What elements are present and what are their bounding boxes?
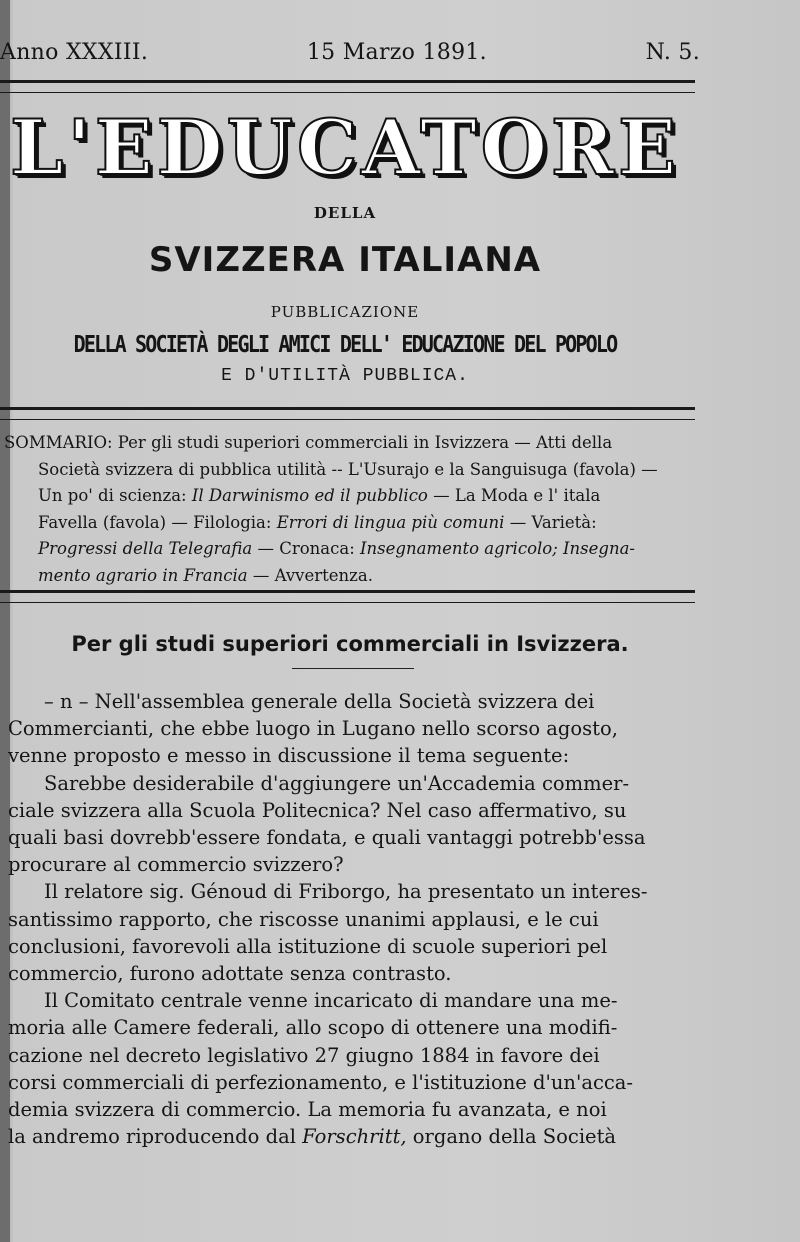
masthead-societa: DELLA SOCIETÀ DEGLI AMICI DELL' EDUCAZIONE DEL POPOLO bbox=[73, 330, 617, 358]
toc-italic: Errori di lingua più comuni bbox=[276, 512, 505, 532]
toc-line bbox=[4, 483, 698, 510]
body-italic: Forschritt, bbox=[302, 1125, 407, 1149]
issue-header bbox=[0, 40, 700, 65]
body-line: Commercianti, che ebbe luogo in Lugano nello scorso agosto, bbox=[8, 717, 618, 741]
masthead-pubblicazione: PUBBLICAZIONE bbox=[270, 303, 420, 321]
body-line: commercio, furono adottate senza contrasto. bbox=[8, 962, 452, 986]
body-line bbox=[8, 1123, 700, 1150]
toc-italic: mento agrario in Francia bbox=[38, 565, 248, 585]
toc-line bbox=[4, 563, 698, 590]
body-line: moria alle Camere federali, allo scopo di ottenere una modifi- bbox=[8, 1016, 618, 1040]
body-line: – n – Nell'assemblea generale della Società svizzera dei bbox=[44, 690, 595, 713]
toc-line: SOMMARIO: Per gli studi superiori commerciali in Isvizzera — Atti della bbox=[4, 433, 613, 452]
body-line: quali basi dovrebb'essere fondata, e quali vantaggi potrebb'essa bbox=[8, 826, 646, 850]
toc-italic: Il Darwinismo ed il pubblico bbox=[191, 486, 428, 505]
header-rule bbox=[0, 80, 695, 93]
toc-text: — La Moda e l' itala bbox=[427, 486, 601, 505]
masthead-rule bbox=[0, 407, 695, 420]
body-line: demia svizzera di commercio. La memoria fu avanzata, e noi bbox=[8, 1098, 607, 1122]
issue-date: 15 Marzo 1891. bbox=[306, 40, 487, 65]
body-line: cazione nel decreto legislativo 27 giugno 1884 in favore dei bbox=[8, 1043, 600, 1067]
body-line: Il relatore sig. Génoud di Friborgo, ha presentato un interes- bbox=[44, 880, 648, 904]
issue-year: Anno XXXIII. bbox=[0, 40, 149, 65]
toc-text: Un po' di scienza: bbox=[38, 486, 192, 505]
article-body bbox=[8, 688, 700, 1150]
toc-text: — Avvertenza. bbox=[247, 565, 373, 585]
body-text: organo della Società bbox=[406, 1125, 617, 1149]
issue-number: N. 5. bbox=[645, 40, 700, 65]
toc-text: — Varietà: bbox=[504, 512, 597, 532]
body-line: venne proposto e messo in discussione il tema seguente: bbox=[8, 744, 570, 768]
toc-line bbox=[4, 510, 698, 537]
masthead-utilita: E D'UTILITÀ PUBBLICA. bbox=[221, 366, 469, 386]
body-line: procurare al commercio svizzero? bbox=[8, 853, 344, 877]
title-divider bbox=[292, 668, 414, 669]
toc-text: Favella (favola) — Filologia: bbox=[38, 512, 277, 532]
sommario-rule bbox=[0, 590, 695, 603]
body-line: corsi commerciali di perfezionamento, e l'istituzione d'un'acca- bbox=[8, 1070, 633, 1094]
masthead-title: L'EDUCATORE bbox=[10, 103, 680, 192]
body-line: ciale svizzera alla Scuola Politecnica? Nel caso affermativo, su bbox=[8, 798, 627, 822]
body-line: Sarebbe desiderabile d'aggiungere un'Accademia commer- bbox=[44, 771, 630, 795]
toc-text: — Cronaca: bbox=[252, 539, 361, 558]
toc-italic: Insegnamento agricolo; Insegna- bbox=[360, 539, 635, 558]
body-line: conclusioni, favorevoli alla istituzione di scuole superiori pel bbox=[8, 934, 608, 958]
table-of-contents bbox=[4, 430, 698, 589]
article-title: Per gli studi superiori commerciali in Isvizzera. bbox=[71, 632, 629, 656]
body-line: Il Comitato centrale venne incaricato di mandare una me- bbox=[44, 989, 618, 1013]
body-text: la andremo riproducendo dal bbox=[8, 1125, 303, 1149]
toc-italic: Progressi della Telegrafia bbox=[38, 539, 253, 558]
masthead-della: DELLA bbox=[313, 204, 377, 222]
toc-line: Società svizzera di pubblica utilità -- L'Usurajo e la Sanguisuga (favola) — bbox=[38, 459, 658, 479]
body-line: santissimo rapporto, che riscosse unanimi applausi, e le cui bbox=[8, 907, 599, 931]
masthead-subtitle: SVIZZERA ITALIANA bbox=[148, 240, 542, 280]
toc-line bbox=[4, 536, 698, 563]
